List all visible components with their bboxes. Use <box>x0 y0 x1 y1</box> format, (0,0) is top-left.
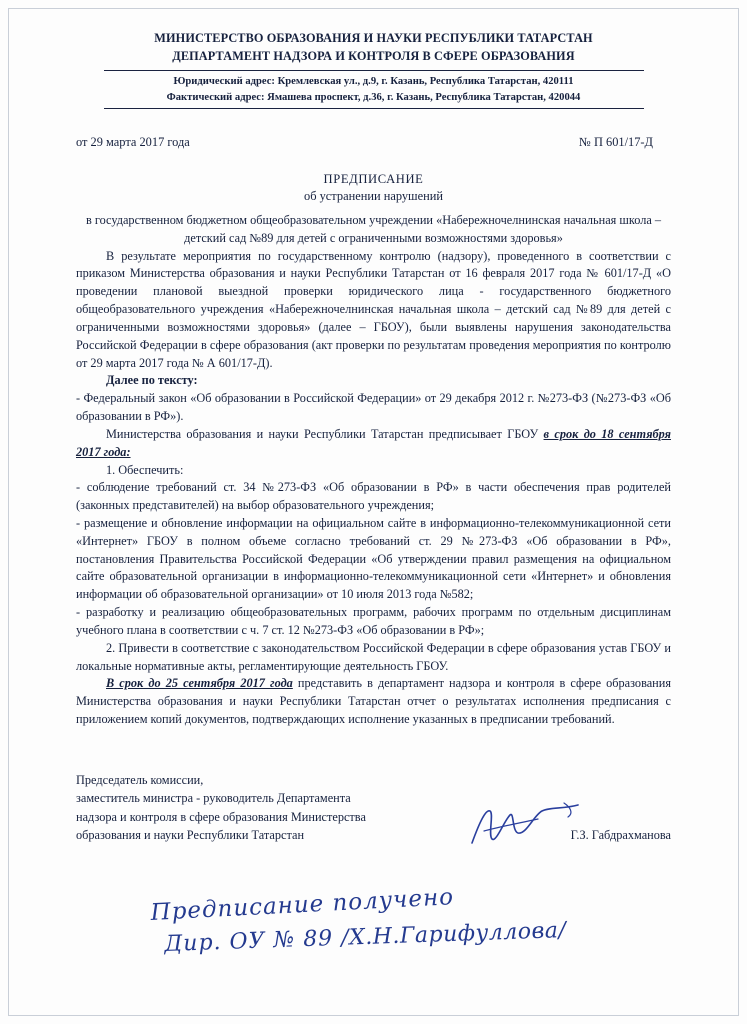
signatory-name: Г.З. Габдрахманова <box>570 828 671 843</box>
signature-position <box>76 771 446 845</box>
address-block <box>104 70 644 109</box>
document-date: от 29 марта 2017 года <box>76 134 190 149</box>
signature-line-2: заместитель министра - руководитель Департамента <box>76 791 351 806</box>
prescribe-intro: Министерства образования и науки Республики Татарстан предписывает ГБОУ <box>106 426 544 441</box>
actual-address: Фактический адрес: Ямашева проспект, д.36, г. Казань, Республика Татарстан, 420044 <box>166 91 581 103</box>
document-meta <box>76 135 671 150</box>
report-deadline: В срок до 25 сентября 2017 года <box>106 676 293 691</box>
item-1-b: - размещение и обновление информации на официальном сайте в информационно-телекоммуникационной сети «Интернет» ГБОУ в полном объеме согласно требований ст. 29 №273-ФЗ «Об образовании в РФ», постановления Правительства Российской Федерации «Об утверждении правил размещения на официальном сайте образовательной организации в информационно-телекоммуникационной сети «Интернет» и обновления информации об образовательной организации» от 10 июля 2013 года №582; <box>76 515 671 602</box>
page-subtitle: об устранении нарушений <box>304 188 443 203</box>
further-label <box>76 372 671 390</box>
page-title: ПРЕДПИСАНИЕ <box>323 171 424 186</box>
signature-autograph-icon <box>468 801 588 851</box>
prescribe-deadline: в срок до 18 сентября 2017 года: <box>76 426 671 459</box>
signature-line-4: образования и науки Республики Татарстан <box>76 828 305 843</box>
organization-name: в государственном бюджетном общеобразовательном учреждении «Набережночелнинская начальная школа – детский сад №89 для детей с ограниченными возможностями здоровья» <box>85 212 662 245</box>
signature-line-3: надзора и контроля в сфере образования Министерства <box>76 809 366 824</box>
handwritten-signature: /Х.Н.Гарифуллова/ <box>340 917 567 951</box>
signature-line-1: Председатель комиссии, <box>76 772 204 787</box>
prescribe-paragraph <box>76 426 671 462</box>
signature-block <box>76 771 671 845</box>
item-1-c: - разработку и реализацию общеобразовательных программ, рабочих программ по отдельным дисциплинам учебного плана в соответствии с ч. 7 ст. 12 №273-ФЗ «Об образовании в РФ»; <box>76 605 671 637</box>
handwritten-note <box>150 884 670 990</box>
report-text: представить в департамент надзора и контроля в сфере образования Министерства образования и науки Республики Татарстан отчет о результатах исполнения предписания с приложением копий документов, подтверждающих исполнение указанных в предписании требований. <box>76 676 671 727</box>
report-paragraph <box>76 675 671 728</box>
handwritten-line-2-prefix: Дир. ОУ № 89 <box>164 926 334 957</box>
item-1-label: 1. Обеспечить: <box>106 462 184 477</box>
department-title: ДЕПАРТАМЕНТ НАДЗОРА И КОНТРОЛЯ В СФЕРЕ ОБРАЗОВАНИЯ <box>172 48 575 63</box>
further-label-text: Далее по тексту: <box>106 373 198 388</box>
document-number: № П 601/17-Д <box>579 134 653 149</box>
further-item: - Федеральный закон «Об образовании в Российской Федерации» от 29 декабря 2012 г. №273-ФЗ (№273-ФЗ «Об образовании в РФ»). <box>76 391 671 424</box>
item-2: 2. Привести в соответствие с законодательством Российской Федерации в сфере образования устав ГБОУ и локальные нормативные акты, регламентирующие деятельность ГБОУ. <box>76 640 671 673</box>
paragraph-findings: В результате мероприятия по государственному контролю (надзору), проведенного в соответствии с приказом Министерства образования и науки Республики Татарстан от 16 февраля 2017 года № 601/17-Д «О проведении плановой выездной проверки юридического лица - государственного бюджетного общеобразовательного учреждения «Набережночелнинская начальная школа – детский сад №89 для детей с ограниченными возможностями здоровья» (далее – ГБОУ), были выявлены нарушения законодательства Российской Федерации в сфере образования (акт проверки по результатам проведения мероприятия по контролю от 29 марта 2017 года № А 601/17-Д). <box>76 248 671 370</box>
item-1-a: - соблюдение требований ст. 34 №273-ФЗ «Об образовании в РФ» в части обеспечения прав родителей (законных представителей) на выбор образовательного учреждения; <box>76 480 671 513</box>
legal-address: Юридический адрес: Кремлевская ул., д.9, г. Казань, Республика Татарстан, 420111 <box>173 76 574 88</box>
handwritten-line-1: Предписание получено <box>150 884 455 926</box>
document-content <box>76 30 671 845</box>
ministry-title: МИНИСТЕРСТВО ОБРАЗОВАНИЯ И НАУКИ РЕСПУБЛИКИ ТАТАРСТАН <box>154 31 593 45</box>
document-header <box>76 30 671 109</box>
